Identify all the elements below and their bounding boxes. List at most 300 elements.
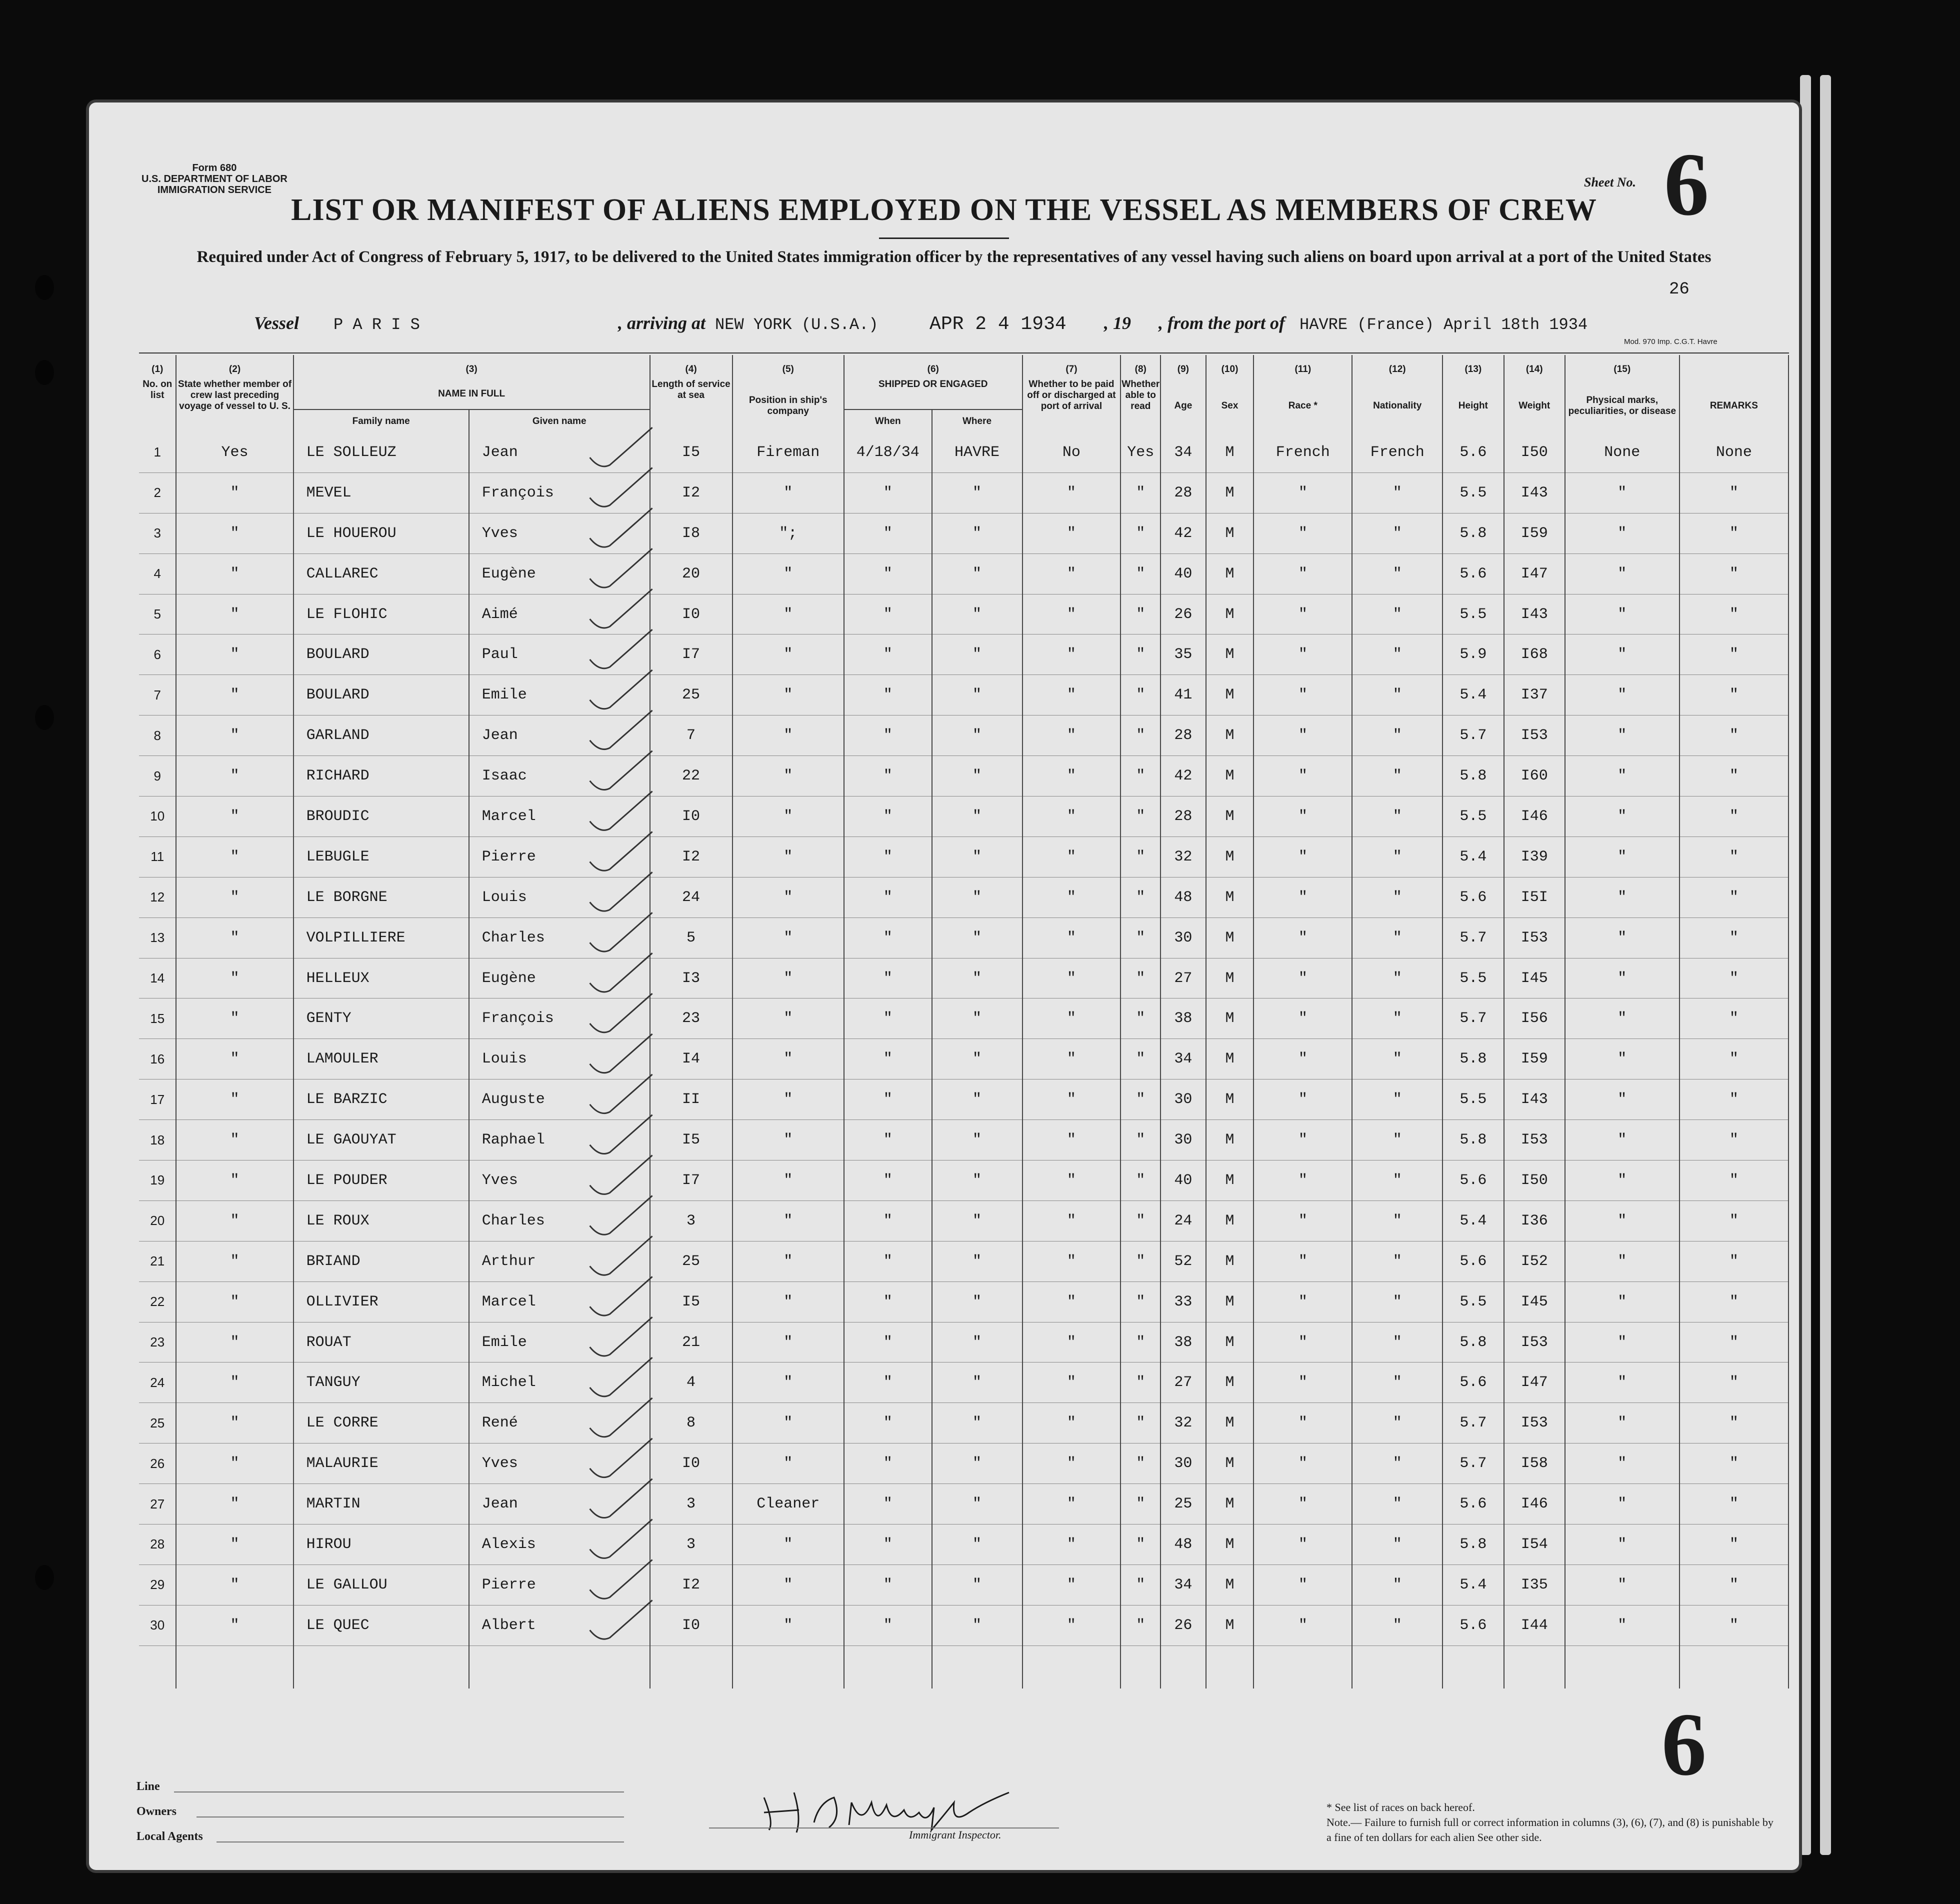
length-of-service-cell: 3 xyxy=(650,1484,732,1524)
physical-marks-cell: " xyxy=(1565,1282,1680,1322)
check-mark xyxy=(590,1438,652,1478)
length-of-service-cell: I8 xyxy=(650,513,732,554)
remarks-cell: " xyxy=(1680,594,1788,634)
previous-voyage-cell: " xyxy=(176,836,293,877)
sex-cell: M xyxy=(1206,918,1254,958)
header-paid-off: Whether to be paid off or discharged at port of arrival xyxy=(1022,379,1121,432)
able-to-read-cell: " xyxy=(1120,1160,1160,1201)
previous-voyage-cell: Yes xyxy=(176,432,293,472)
row-number-cell: 9 xyxy=(139,756,176,796)
able-to-read-cell: " xyxy=(1120,877,1160,918)
given-name-cell: René xyxy=(469,1403,650,1444)
check-mark xyxy=(590,1317,652,1356)
shipped-when-cell: " xyxy=(844,918,932,958)
col-number: (8) xyxy=(1120,355,1160,379)
physical-marks-cell: " xyxy=(1565,1120,1680,1160)
length-of-service-cell: 3 xyxy=(650,1200,732,1241)
race-cell: " xyxy=(1254,1403,1352,1444)
family-name-cell: OLLIVIER xyxy=(294,1282,469,1322)
nationality-cell: French xyxy=(1352,432,1442,472)
row-number-cell: 28 xyxy=(139,1524,176,1565)
family-name-cell: HIROU xyxy=(294,1524,469,1565)
height-cell: 5.8 xyxy=(1442,1524,1504,1565)
nationality-cell: " xyxy=(1352,472,1442,513)
header-remarks: REMARKS xyxy=(1680,379,1788,432)
nationality-cell: " xyxy=(1352,1564,1442,1605)
row-number-cell: 4 xyxy=(139,554,176,594)
physical-marks-cell: " xyxy=(1565,1403,1680,1444)
weight-cell: I47 xyxy=(1504,554,1565,594)
age-cell: 34 xyxy=(1160,1564,1206,1605)
check-mark xyxy=(590,1479,652,1518)
shipped-when-cell: " xyxy=(844,1282,932,1322)
length-of-service-cell: 25 xyxy=(650,675,732,716)
able-to-read-cell: " xyxy=(1120,513,1160,554)
sex-cell: M xyxy=(1206,634,1254,675)
weight-cell: I37 xyxy=(1504,675,1565,716)
shipped-when-cell: " xyxy=(844,1160,932,1201)
header-name-in-full: NAME IN FULL xyxy=(294,379,650,410)
given-name-cell: Pierre xyxy=(469,1564,650,1605)
race-cell: " xyxy=(1254,1322,1352,1362)
height-cell: 5.6 xyxy=(1442,1241,1504,1282)
shipped-where-cell: " xyxy=(932,1524,1022,1565)
weight-cell: I60 xyxy=(1504,756,1565,796)
weight-cell: I43 xyxy=(1504,594,1565,634)
able-to-read-cell: " xyxy=(1120,836,1160,877)
ship-position-cell: " xyxy=(732,716,844,756)
check-mark xyxy=(590,670,652,709)
binder-hole xyxy=(35,705,54,730)
family-name-cell: LE CORRE xyxy=(294,1403,469,1444)
previous-voyage-cell: " xyxy=(176,1160,293,1201)
physical-marks-cell: " xyxy=(1565,1200,1680,1241)
age-cell: 28 xyxy=(1160,472,1206,513)
ship-position-cell: " xyxy=(732,1200,844,1241)
row-number-cell: 7 xyxy=(139,675,176,716)
paid-off-cell: " xyxy=(1022,998,1121,1039)
check-mark xyxy=(590,1600,652,1639)
sex-cell: M xyxy=(1206,1524,1254,1565)
given-name-cell: Arthur xyxy=(469,1241,650,1282)
race-cell: " xyxy=(1254,1524,1352,1565)
paid-off-cell: " xyxy=(1022,1160,1121,1201)
nationality-cell: " xyxy=(1352,675,1442,716)
able-to-read-cell: Yes xyxy=(1120,432,1160,472)
age-cell: 28 xyxy=(1160,796,1206,837)
shipped-where-cell: " xyxy=(932,1200,1022,1241)
col-number: (6) xyxy=(844,355,1022,379)
height-cell: 5.5 xyxy=(1442,1282,1504,1322)
able-to-read-cell: " xyxy=(1120,1564,1160,1605)
race-cell: " xyxy=(1254,1120,1352,1160)
row-number-cell: 30 xyxy=(139,1605,176,1646)
given-name-cell: Yves xyxy=(469,1444,650,1484)
header-nationality: Nationality xyxy=(1352,379,1442,432)
height-cell: 5.8 xyxy=(1442,1039,1504,1080)
remarks-cell: " xyxy=(1680,634,1788,675)
remarks-cell: " xyxy=(1680,1524,1788,1565)
ship-position-cell: " xyxy=(732,877,844,918)
able-to-read-cell: " xyxy=(1120,1484,1160,1524)
paid-off-cell: " xyxy=(1022,554,1121,594)
able-to-read-cell: " xyxy=(1120,675,1160,716)
able-to-read-cell: " xyxy=(1120,1241,1160,1282)
ship-position-cell: " xyxy=(732,1080,844,1120)
paid-off-cell: " xyxy=(1022,1605,1121,1646)
shipped-when-cell: " xyxy=(844,1444,932,1484)
age-cell: 35 xyxy=(1160,634,1206,675)
given-name-cell: Jean xyxy=(469,716,650,756)
col-number: (9) xyxy=(1160,355,1206,379)
shipped-where-cell: " xyxy=(932,998,1022,1039)
remarks-cell: " xyxy=(1680,513,1788,554)
paid-off-cell: " xyxy=(1022,1484,1121,1524)
given-name-cell: Louis xyxy=(469,1039,650,1080)
shipped-where-cell: " xyxy=(932,1605,1022,1646)
length-of-service-cell: 5 xyxy=(650,918,732,958)
weight-cell: I68 xyxy=(1504,634,1565,675)
physical-marks-cell: " xyxy=(1565,1160,1680,1201)
height-cell: 5.4 xyxy=(1442,675,1504,716)
check-mark xyxy=(590,589,652,628)
family-name-cell: BRIAND xyxy=(294,1241,469,1282)
row-number-cell: 21 xyxy=(139,1241,176,1282)
ship-position-cell: " xyxy=(732,1605,844,1646)
remarks-cell: " xyxy=(1680,958,1788,998)
given-name-cell: Marcel xyxy=(469,1282,650,1322)
shipped-when-cell: " xyxy=(844,634,932,675)
height-cell: 5.5 xyxy=(1442,1080,1504,1120)
able-to-read-cell: " xyxy=(1120,998,1160,1039)
race-cell: " xyxy=(1254,836,1352,877)
given-name-cell: Eugène xyxy=(469,554,650,594)
ship-position-cell: " xyxy=(732,675,844,716)
nationality-cell: " xyxy=(1352,716,1442,756)
owners-label: Owners xyxy=(136,1805,176,1818)
sex-cell: M xyxy=(1206,958,1254,998)
row-number-cell: 27 xyxy=(139,1484,176,1524)
age-cell: 30 xyxy=(1160,1444,1206,1484)
given-name-cell: Michel xyxy=(469,1362,650,1403)
nationality-cell: " xyxy=(1352,1120,1442,1160)
age-cell: 34 xyxy=(1160,432,1206,472)
able-to-read-cell: " xyxy=(1120,918,1160,958)
height-cell: 5.7 xyxy=(1442,1403,1504,1444)
race-cell: " xyxy=(1254,1080,1352,1120)
ship-position-cell: " xyxy=(732,594,844,634)
shipped-when-cell: " xyxy=(844,675,932,716)
weight-cell: I53 xyxy=(1504,1120,1565,1160)
height-cell: 5.8 xyxy=(1442,756,1504,796)
shipped-where-cell: " xyxy=(932,1160,1022,1201)
physical-marks-cell: " xyxy=(1565,594,1680,634)
previous-voyage-cell: " xyxy=(176,1120,293,1160)
age-cell: 40 xyxy=(1160,554,1206,594)
age-cell: 32 xyxy=(1160,1403,1206,1444)
previous-voyage-cell: " xyxy=(176,1241,293,1282)
remarks-cell: " xyxy=(1680,1039,1788,1080)
ship-position-cell: " xyxy=(732,1241,844,1282)
shipped-when-cell: " xyxy=(844,513,932,554)
previous-voyage-cell: " xyxy=(176,1605,293,1646)
check-mark xyxy=(590,1236,652,1275)
previous-voyage-cell: " xyxy=(176,756,293,796)
able-to-read-cell: " xyxy=(1120,1605,1160,1646)
remarks-cell: " xyxy=(1680,998,1788,1039)
remarks-cell: " xyxy=(1680,1444,1788,1484)
race-cell: " xyxy=(1254,472,1352,513)
check-mark xyxy=(590,912,652,952)
ship-position-cell: " xyxy=(732,998,844,1039)
shipped-when-cell: " xyxy=(844,716,932,756)
weight-cell: I52 xyxy=(1504,1241,1565,1282)
physical-marks-cell: " xyxy=(1565,1484,1680,1524)
age-cell: 32 xyxy=(1160,836,1206,877)
height-cell: 5.9 xyxy=(1442,634,1504,675)
previous-voyage-cell: " xyxy=(176,1403,293,1444)
given-name-cell: Emile xyxy=(469,675,650,716)
from-port: HAVRE (France) April 18th 1934 xyxy=(1300,316,1588,334)
age-cell: 41 xyxy=(1160,675,1206,716)
shipped-where-cell: " xyxy=(932,918,1022,958)
nationality-cell: " xyxy=(1352,1241,1442,1282)
sex-cell: M xyxy=(1206,1200,1254,1241)
shipped-where-cell: " xyxy=(932,1564,1022,1605)
ship-position-cell: " xyxy=(732,1120,844,1160)
family-name-cell: GENTY xyxy=(294,998,469,1039)
given-name-cell: Isaac xyxy=(469,756,650,796)
paid-off-cell: " xyxy=(1022,716,1121,756)
header-given-name: Given name xyxy=(469,410,650,432)
paid-off-cell: " xyxy=(1022,958,1121,998)
shipped-where-cell: HAVRE xyxy=(932,432,1022,472)
weight-cell: I46 xyxy=(1504,796,1565,837)
height-cell: 5.5 xyxy=(1442,594,1504,634)
check-mark xyxy=(590,548,652,588)
shipped-where-cell: " xyxy=(932,1403,1022,1444)
shipped-where-cell: " xyxy=(932,1039,1022,1080)
previous-voyage-cell: " xyxy=(176,1080,293,1120)
race-cell: " xyxy=(1254,554,1352,594)
remarks-cell: " xyxy=(1680,1605,1788,1646)
header-shipped-or-engaged: SHIPPED OR ENGAGED xyxy=(844,379,1022,410)
height-cell: 5.6 xyxy=(1442,1160,1504,1201)
weight-cell: I36 xyxy=(1504,1200,1565,1241)
remarks-cell: " xyxy=(1680,836,1788,877)
race-cell: " xyxy=(1254,796,1352,837)
header-family-name: Family name xyxy=(294,410,469,432)
height-cell: 5.7 xyxy=(1442,918,1504,958)
able-to-read-cell: " xyxy=(1120,634,1160,675)
shipped-where-cell: " xyxy=(932,675,1022,716)
header-weight: Weight xyxy=(1504,379,1565,432)
age-cell: 40 xyxy=(1160,1160,1206,1201)
ship-position-cell: Cleaner xyxy=(732,1484,844,1524)
previous-voyage-cell: " xyxy=(176,998,293,1039)
physical-marks-cell: " xyxy=(1565,796,1680,837)
shipped-where-cell: " xyxy=(932,554,1022,594)
paid-off-cell: " xyxy=(1022,1080,1121,1120)
header-where: Where xyxy=(932,410,1022,432)
ship-position-cell: " xyxy=(732,836,844,877)
remarks-cell: " xyxy=(1680,1080,1788,1120)
able-to-read-cell: " xyxy=(1120,554,1160,594)
line-label: Line xyxy=(136,1780,160,1793)
vessel-label: Vessel xyxy=(254,313,299,333)
length-of-service-cell: 7 xyxy=(650,716,732,756)
paid-off-cell: " xyxy=(1022,1200,1121,1241)
previous-voyage-cell: " xyxy=(176,716,293,756)
row-number-cell: 14 xyxy=(139,958,176,998)
family-name-cell: LE GALLOU xyxy=(294,1564,469,1605)
shipped-where-cell: " xyxy=(932,1241,1022,1282)
col-number: (13) xyxy=(1442,355,1504,379)
given-name-cell: Jean xyxy=(469,1484,650,1524)
race-cell: " xyxy=(1254,1241,1352,1282)
length-of-service-cell: I0 xyxy=(650,1444,732,1484)
physical-marks-cell: " xyxy=(1565,958,1680,998)
weight-cell: I35 xyxy=(1504,1564,1565,1605)
shipped-when-cell: " xyxy=(844,877,932,918)
family-name-cell: MEVEL xyxy=(294,472,469,513)
paid-off-cell: " xyxy=(1022,594,1121,634)
remarks-cell: " xyxy=(1680,554,1788,594)
check-mark xyxy=(590,994,652,1032)
height-cell: 5.7 xyxy=(1442,1444,1504,1484)
height-cell: 5.8 xyxy=(1442,1120,1504,1160)
shipped-where-cell: " xyxy=(932,836,1022,877)
height-cell: 5.4 xyxy=(1442,1200,1504,1241)
race-cell: " xyxy=(1254,1484,1352,1524)
paid-off-cell: " xyxy=(1022,1403,1121,1444)
age-cell: 34 xyxy=(1160,1039,1206,1080)
family-name-cell: LE ROUX xyxy=(294,1200,469,1241)
race-cell: " xyxy=(1254,634,1352,675)
age-cell: 28 xyxy=(1160,716,1206,756)
check-mark xyxy=(590,1520,652,1558)
length-of-service-cell: 20 xyxy=(650,554,732,594)
given-name-cell: Charles xyxy=(469,918,650,958)
height-cell: 5.7 xyxy=(1442,716,1504,756)
col-number: (7) xyxy=(1022,355,1121,379)
nationality-cell: " xyxy=(1352,918,1442,958)
shipped-when-cell: " xyxy=(844,1403,932,1444)
paid-off-cell: " xyxy=(1022,634,1121,675)
document-subtitle: Required under Act of Congress of February 5, 1917, to be delivered to the United States immigration officer by the representatives of any vessel having such aliens on board upon arrival at a port of the United States xyxy=(196,248,1712,266)
length-of-service-cell: I3 xyxy=(650,958,732,998)
inspector-label: Immigrant Inspector. xyxy=(909,1828,1002,1841)
shipped-when-cell: " xyxy=(844,1120,932,1160)
able-to-read-cell: " xyxy=(1120,594,1160,634)
shipped-when-cell: " xyxy=(844,998,932,1039)
height-cell: 5.7 xyxy=(1442,998,1504,1039)
physical-marks-cell: " xyxy=(1565,1039,1680,1080)
family-name-cell: TANGUY xyxy=(294,1362,469,1403)
previous-voyage-cell: " xyxy=(176,1564,293,1605)
header-no-on-list: No. on list xyxy=(139,379,176,432)
able-to-read-cell: " xyxy=(1120,1403,1160,1444)
length-of-service-cell: I5 xyxy=(650,432,732,472)
weight-cell: I39 xyxy=(1504,836,1565,877)
shipped-when-cell: " xyxy=(844,594,932,634)
paid-off-cell: " xyxy=(1022,1120,1121,1160)
given-name-cell: Eugène xyxy=(469,958,650,998)
date-stamp: APR 2 4 1934 xyxy=(930,314,1066,335)
row-number-cell: 3 xyxy=(139,513,176,554)
family-name-cell: LE POUDER xyxy=(294,1160,469,1201)
header-physical-marks: Physical marks, peculiarities, or disease xyxy=(1565,379,1680,432)
height-cell: 5.8 xyxy=(1442,513,1504,554)
sheet-sub-number: 26 xyxy=(1669,280,1690,299)
sex-cell: M xyxy=(1206,432,1254,472)
sex-cell: M xyxy=(1206,1362,1254,1403)
physical-marks-cell: " xyxy=(1565,1524,1680,1565)
given-name-cell: Emile xyxy=(469,1322,650,1362)
shipped-where-cell: " xyxy=(932,796,1022,837)
remarks-cell: " xyxy=(1680,716,1788,756)
physical-marks-cell: " xyxy=(1565,675,1680,716)
shipped-where-cell: " xyxy=(932,716,1022,756)
able-to-read-cell: " xyxy=(1120,472,1160,513)
length-of-service-cell: I5 xyxy=(650,1282,732,1322)
sex-cell: M xyxy=(1206,836,1254,877)
remarks-cell: " xyxy=(1680,1484,1788,1524)
check-mark xyxy=(590,792,652,830)
row-number-cell: 17 xyxy=(139,1080,176,1120)
previous-voyage-cell: " xyxy=(176,1200,293,1241)
length-of-service-cell: I5 xyxy=(650,1120,732,1160)
row-number-cell: 22 xyxy=(139,1282,176,1322)
nationality-cell: " xyxy=(1352,836,1442,877)
check-mark xyxy=(590,832,652,870)
ship-position-cell: " xyxy=(732,1362,844,1403)
paid-off-cell: No xyxy=(1022,432,1121,472)
able-to-read-cell: " xyxy=(1120,1444,1160,1484)
physical-marks-cell: " xyxy=(1565,1605,1680,1646)
ship-position-cell: " xyxy=(732,472,844,513)
paid-off-cell: " xyxy=(1022,877,1121,918)
paid-off-cell: " xyxy=(1022,918,1121,958)
race-cell: " xyxy=(1254,1444,1352,1484)
check-mark xyxy=(590,710,652,750)
age-cell: 30 xyxy=(1160,918,1206,958)
able-to-read-cell: " xyxy=(1120,716,1160,756)
given-name-cell: Raphael xyxy=(469,1120,650,1160)
ship-position-cell: " xyxy=(732,1564,844,1605)
ship-position-cell: " xyxy=(732,918,844,958)
col-number: (5) xyxy=(732,355,844,379)
race-cell: " xyxy=(1254,1605,1352,1646)
shipped-where-cell: " xyxy=(932,1322,1022,1362)
given-name-cell: Jean xyxy=(469,432,650,472)
col-number: (15) xyxy=(1565,355,1680,379)
race-note: * See list of races on back hereof. xyxy=(1326,1801,1475,1814)
row-number-cell: 12 xyxy=(139,877,176,918)
physical-marks-cell: " xyxy=(1565,1564,1680,1605)
remarks-cell: " xyxy=(1680,796,1788,837)
shipped-where-cell: " xyxy=(932,877,1022,918)
weight-cell: I53 xyxy=(1504,918,1565,958)
sex-cell: M xyxy=(1206,1605,1254,1646)
row-number-cell: 20 xyxy=(139,1200,176,1241)
race-cell: " xyxy=(1254,1564,1352,1605)
age-cell: 38 xyxy=(1160,998,1206,1039)
paid-off-cell: " xyxy=(1022,796,1121,837)
length-of-service-cell: I2 xyxy=(650,1564,732,1605)
row-number-cell: 13 xyxy=(139,918,176,958)
col-number: (10) xyxy=(1206,355,1254,379)
